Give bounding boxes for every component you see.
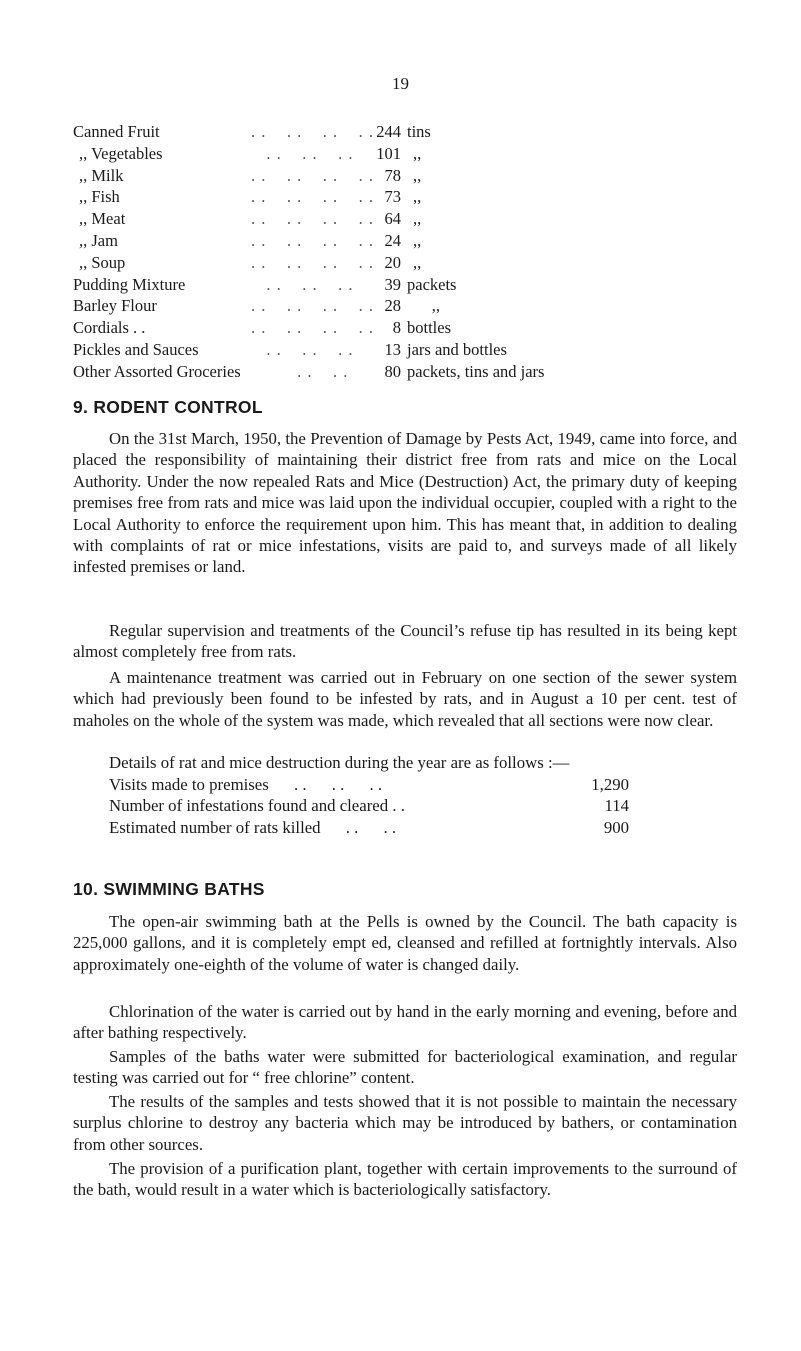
paragraph: The open-air swimming bath at the Pells is owned by the Council. The bath capacity is 225,000 gallons, and it is completely empt ed, cleansed and refilled at fortnightly intervals. Also approximately one-eighth of the volume of water is changed daily. <box>73 912 737 974</box>
item-quantity: 80 <box>384 361 401 381</box>
list-item <box>73 231 753 253</box>
item-quantity: 73 <box>384 187 401 207</box>
detail-label: Number of infestations found and cleared . . <box>109 796 405 816</box>
list-item <box>73 144 753 166</box>
leader-dots: . . . . . . . . <box>251 252 374 272</box>
leader-dots: . . . . . . <box>251 274 354 294</box>
list-item <box>73 187 753 209</box>
item-unit: jars and bottles <box>407 339 507 359</box>
item-name: ,, Meat <box>79 209 126 229</box>
list-item <box>73 166 753 188</box>
paragraph: On the 31st March, 1950, the Prevention of Damage by Pests Act, 1949, came into force, and placed the responsibility of maintaining their district free from rats and mice on the Local Authority. Under the now repealed Rats and Mice (Destruction) Act, the primary duty of keeping premises free from rats and mice was laid upon the individual occupier, coupled with a right to the Local Authority to enforce the requirement upon him. This has meant that, in addition to dealing with complaints of rat or mice infestations, visits are paid to, and surveys made of all likely infested premises or land. <box>73 429 737 577</box>
list-item <box>73 209 753 231</box>
paragraph: A maintenance treatment was carried out in February on one section of the sewer system which had previously been found to be infested by rats, and in August a 10 per cent. test of maholes on the whole of the system was made, which revealed that all sections were now clear. <box>73 668 737 730</box>
page-number: 19 <box>392 74 409 93</box>
list-item <box>73 318 753 340</box>
paragraph: Details of rat and mice destruction during the year are as follows :— <box>109 753 570 772</box>
item-quantity: 8 <box>392 318 401 338</box>
item-name: ,, Milk <box>79 165 124 185</box>
groceries-list <box>73 122 753 384</box>
item-quantity: 78 <box>384 165 401 185</box>
detail-value: 1,290 <box>591 775 629 794</box>
leader-dots: . . . . <box>251 361 349 381</box>
list-item <box>73 122 753 144</box>
item-name: Canned Fruit <box>73 122 160 141</box>
item-unit: ,, <box>413 143 422 163</box>
item-name: ,, Vegetables <box>79 143 163 163</box>
leader-dots: . . . . . . . . <box>251 187 374 207</box>
list-item <box>73 296 753 318</box>
item-unit: bottles <box>407 318 451 338</box>
list-item <box>73 253 753 275</box>
section-heading-swimming-baths: 10. SWIMMING BATHS <box>73 879 265 899</box>
item-quantity: 64 <box>384 209 401 229</box>
detail-label: Estimated number of rats killed . . . . <box>109 817 397 837</box>
destruction-details <box>109 775 629 839</box>
item-unit: packets <box>407 274 457 294</box>
detail-label: Visits made to premises . . . . . . <box>109 775 383 794</box>
item-unit: tins <box>407 122 431 141</box>
item-name: Other Assorted Groceries <box>73 361 241 381</box>
detail-row <box>109 796 629 817</box>
leader-dots: . . . . . . . . <box>251 296 374 316</box>
section-heading-rodent-control: 9. RODENT CONTROL <box>73 397 263 417</box>
item-unit: ,, <box>413 165 422 185</box>
item-name: Pickles and Sauces <box>73 339 199 359</box>
item-unit: ,, <box>407 296 440 316</box>
item-quantity: 39 <box>384 274 401 294</box>
item-quantity: 244 <box>376 122 401 141</box>
item-unit: ,, <box>413 209 422 229</box>
paragraph: Regular supervision and treatments of the Council’s refuse tip has resulted in its being kept almost completely free from rats. <box>73 621 737 662</box>
leader-dots: . . . . . . . . <box>251 122 374 141</box>
item-unit: ,, <box>413 187 422 207</box>
leader-dots: . . . . . . <box>251 143 354 163</box>
detail-value: 900 <box>603 817 629 837</box>
item-name: Cordials . . <box>73 318 146 338</box>
list-item <box>73 340 753 362</box>
list-item <box>73 275 753 297</box>
item-unit: packets, tins and jars <box>407 361 545 381</box>
item-quantity: 24 <box>384 230 401 250</box>
leader-dots: . . . . . . . . <box>251 165 374 185</box>
paragraph: Samples of the baths water were submitted for bacteriological examination, and regular testing was carried out for “ free chlorine” content. <box>73 1047 737 1088</box>
item-name: ,, Fish <box>79 187 120 207</box>
list-item <box>73 362 753 384</box>
paragraph: Chlorination of the water is carried out by hand in the early morning and evening, before and after bathing respectively. <box>73 1002 737 1043</box>
item-quantity: 13 <box>384 339 401 359</box>
item-name: ,, Jam <box>79 230 118 250</box>
paragraph: The provision of a purification plant, together with certain improvements to the surround of the bath, would result in a water which is bacteriologically satisfactory. <box>73 1159 737 1200</box>
item-unit: ,, <box>413 252 422 272</box>
item-name: ,, Soup <box>79 252 126 272</box>
detail-value: 114 <box>604 796 629 816</box>
item-quantity: 101 <box>376 143 401 163</box>
item-name: Barley Flour <box>73 296 157 316</box>
item-name: Pudding Mixture <box>73 274 186 294</box>
paragraph: The results of the samples and tests showed that it is not possible to maintain the necessary surplus chlorine to destroy any bacteria which may be introduced by bathers, or contamination from other sources. <box>73 1092 737 1154</box>
item-quantity: 20 <box>384 252 401 272</box>
leader-dots: . . . . . . <box>251 339 354 359</box>
leader-dots: . . . . . . . . <box>251 318 374 338</box>
detail-row <box>109 818 629 839</box>
detail-row <box>109 775 629 796</box>
leader-dots: . . . . . . . . <box>251 209 374 229</box>
leader-dots: . . . . . . . . <box>251 230 374 250</box>
item-quantity: 28 <box>384 296 401 316</box>
item-unit: ,, <box>413 230 422 250</box>
